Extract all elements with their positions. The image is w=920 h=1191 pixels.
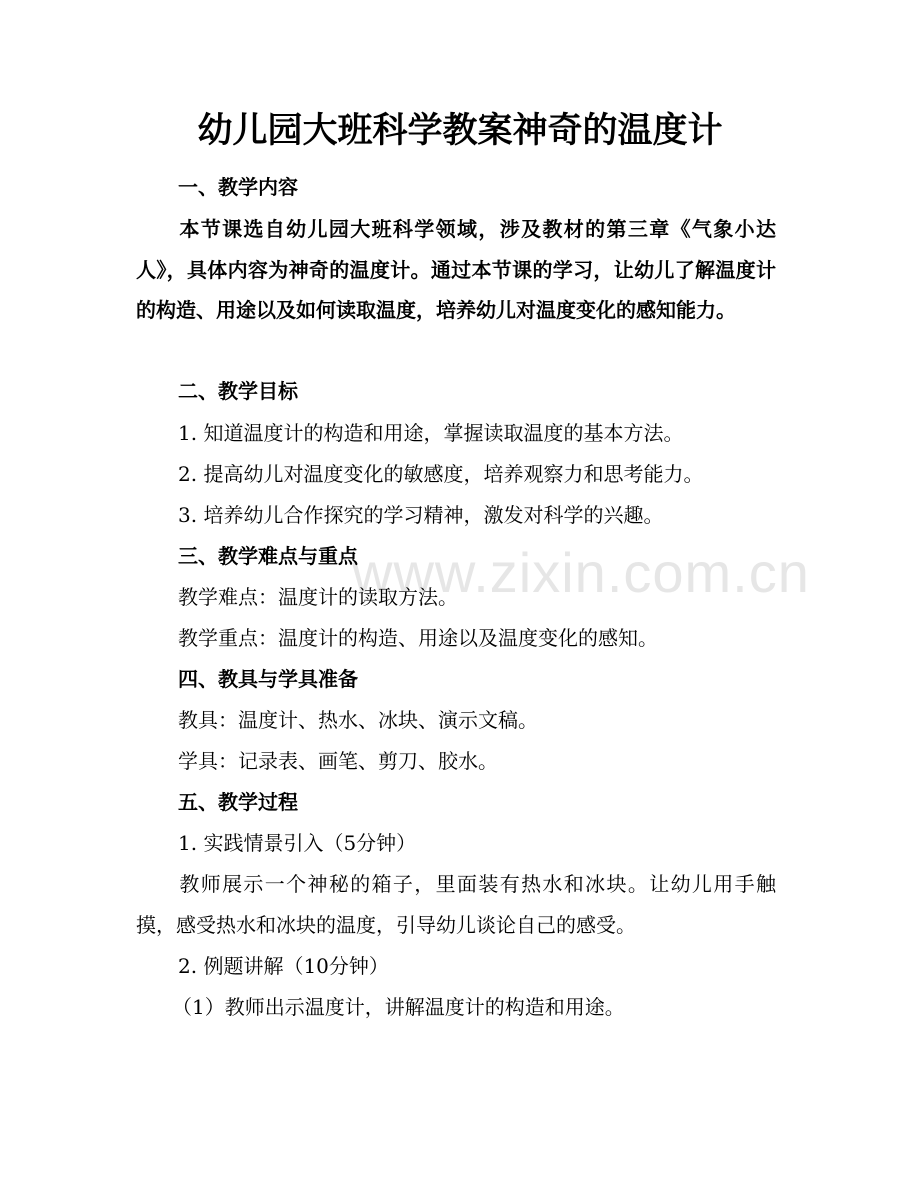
section-heading-content: 一、教学内容 — [178, 175, 298, 199]
teaching-difficulty: 教学难点：温度计的读取方法。 — [178, 585, 458, 609]
section-body-content-text: 本节课选自幼儿园大班科学领域，涉及教材的第三章《气象小达人》，具体内容为神奇的温度计。通过本节课的学习，让幼儿了解温度计的构造、用途以及如何读取温度，培养幼儿对温度变化的感知能力。 — [136, 217, 776, 322]
objective-item-3: 3. 培养幼儿合作探究的学习精神，激发对科学的兴趣。 — [178, 503, 664, 527]
watermark: www.zixin.com.cn — [352, 541, 810, 604]
section-body-content — [136, 209, 776, 331]
process-step-1-body-text: 教师展示一个神秘的箱子，里面装有热水和冰块。让幼儿用手触摸，感受热水和冰块的温度，引导幼儿谈论自己的感受。 — [136, 872, 776, 937]
process-step-2-sub-1: （1）教师出示温度计，讲解温度计的构造和用途。 — [172, 995, 625, 1019]
section-heading-objectives: 二、教学目标 — [178, 379, 298, 403]
document-title: 幼儿园大班科学教案神奇的温度计 — [197, 110, 723, 151]
process-step-2: 2. 例题讲解（10分钟） — [178, 954, 389, 978]
student-materials: 学具：记录表、画笔、剪刀、胶水。 — [178, 749, 498, 773]
process-step-1: 1. 实践情景引入（5分钟） — [178, 831, 417, 855]
section-heading-materials: 四、教具与学具准备 — [178, 667, 358, 691]
teacher-materials: 教具：温度计、热水、冰块、演示文稿。 — [178, 708, 538, 732]
teaching-key-point: 教学重点：温度计的构造、用途以及温度变化的感知。 — [178, 626, 658, 650]
section-heading-difficulty: 三、教学难点与重点 — [178, 544, 358, 568]
process-step-1-body — [136, 864, 776, 945]
objective-item-1: 1. 知道温度计的构造和用途，掌握读取温度的基本方法。 — [178, 421, 684, 445]
objective-item-2: 2. 提高幼儿对温度变化的敏感度，培养观察力和思考能力。 — [178, 462, 704, 486]
section-heading-process: 五、教学过程 — [178, 790, 298, 814]
